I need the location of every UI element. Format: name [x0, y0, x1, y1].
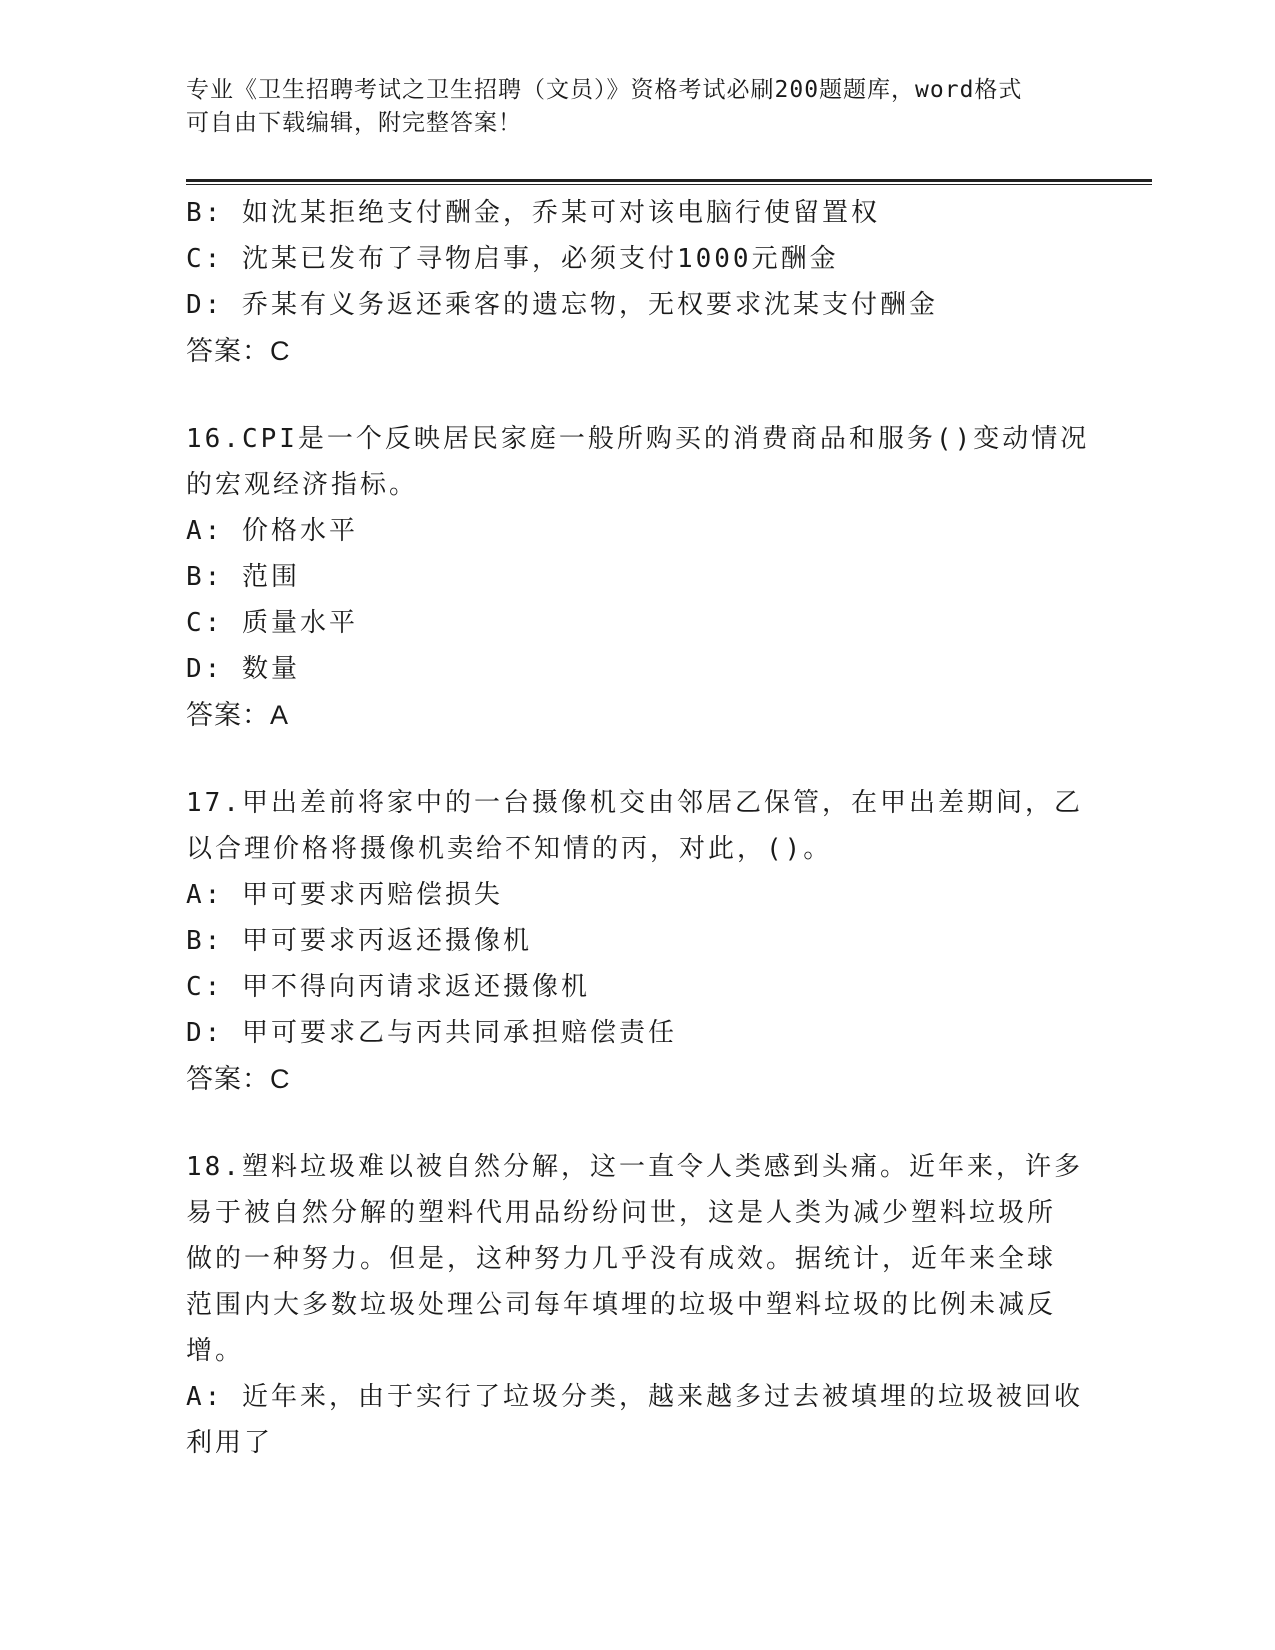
q17-option-a: A: 甲可要求丙赔偿损失 — [186, 880, 503, 910]
q18-stem-line-3: 做的一种努力。但是，这种努力几乎没有成效。据统计，近年来全球 — [186, 1244, 1057, 1274]
q16-option-a: A: 价格水平 — [186, 516, 358, 546]
q18-stem-line-2: 易于被自然分解的塑料代用品纷纷问世，这是人类为减少塑料垃圾所 — [186, 1198, 1057, 1228]
question-16 — [186, 416, 1090, 738]
document-header — [186, 74, 1066, 140]
spacer — [186, 1102, 1066, 1144]
q18-option-a-line-1: A: 近年来，由于实行了垃圾分类，越来越多过去被填埋的垃圾被回收 — [186, 1382, 1083, 1412]
q18-stem-line-4: 范围内大多数垃圾处理公司每年填埋的垃圾中塑料垃圾的比例未减反 — [186, 1290, 1057, 1320]
q16-stem-line-1: 16.CPI是一个反映居民家庭一般所购买的消费商品和服务()变动情况 — [186, 424, 1090, 454]
q15-option-c: C: 沈某已发布了寻物启事，必须支付1000元酬金 — [186, 244, 839, 274]
q18-stem-line-5: 增。 — [186, 1336, 245, 1366]
q17-stem-line-2: 以合理价格将摄像机卖给不知情的丙，对此，()。 — [186, 834, 833, 864]
q17-answer: 答案：C — [186, 1064, 291, 1094]
question-17 — [186, 780, 1083, 1102]
header-line-2: 可自由下载编辑，附完整答案！ — [186, 110, 522, 136]
q17-option-c: C: 甲不得向丙请求返还摄像机 — [186, 972, 590, 1002]
q16-option-d: D: 数量 — [186, 654, 300, 684]
q18-option-a-line-2: 利用了 — [186, 1428, 274, 1458]
q17-option-d: D: 甲可要求乙与丙共同承担赔偿责任 — [186, 1018, 677, 1048]
spacer — [186, 374, 1066, 416]
q15-answer: 答案：C — [186, 336, 291, 366]
q17-option-b: B: 甲可要求丙返还摄像机 — [186, 926, 532, 956]
q16-option-b: B: 范围 — [186, 562, 300, 592]
document-body — [186, 190, 1090, 1466]
q18-stem-line-1: 18.塑料垃圾难以被自然分解，这一直令人类感到头痛。近年来，许多 — [186, 1152, 1083, 1182]
q16-answer: 答案：A — [186, 700, 290, 730]
question-18 — [186, 1144, 1083, 1466]
question-15 — [186, 190, 1066, 374]
q17-stem-line-1: 17.甲出差前将家中的一台摄像机交由邻居乙保管，在甲出差期间，乙 — [186, 788, 1083, 818]
header-divider-thick — [186, 179, 1152, 182]
q16-stem-line-2: 的宏观经济指标。 — [186, 470, 419, 500]
header-line-1: 专业《卫生招聘考试之卫生招聘（文员）》资格考试必刷200题题库，word格式 — [186, 77, 1023, 103]
spacer — [186, 738, 1066, 780]
header-divider-thin — [186, 184, 1152, 185]
q15-option-d: D: 乔某有义务返还乘客的遗忘物，无权要求沈某支付酬金 — [186, 290, 938, 320]
q16-option-c: C: 质量水平 — [186, 608, 358, 638]
q15-option-b: B: 如沈某拒绝支付酬金，乔某可对该电脑行使留置权 — [186, 198, 880, 228]
